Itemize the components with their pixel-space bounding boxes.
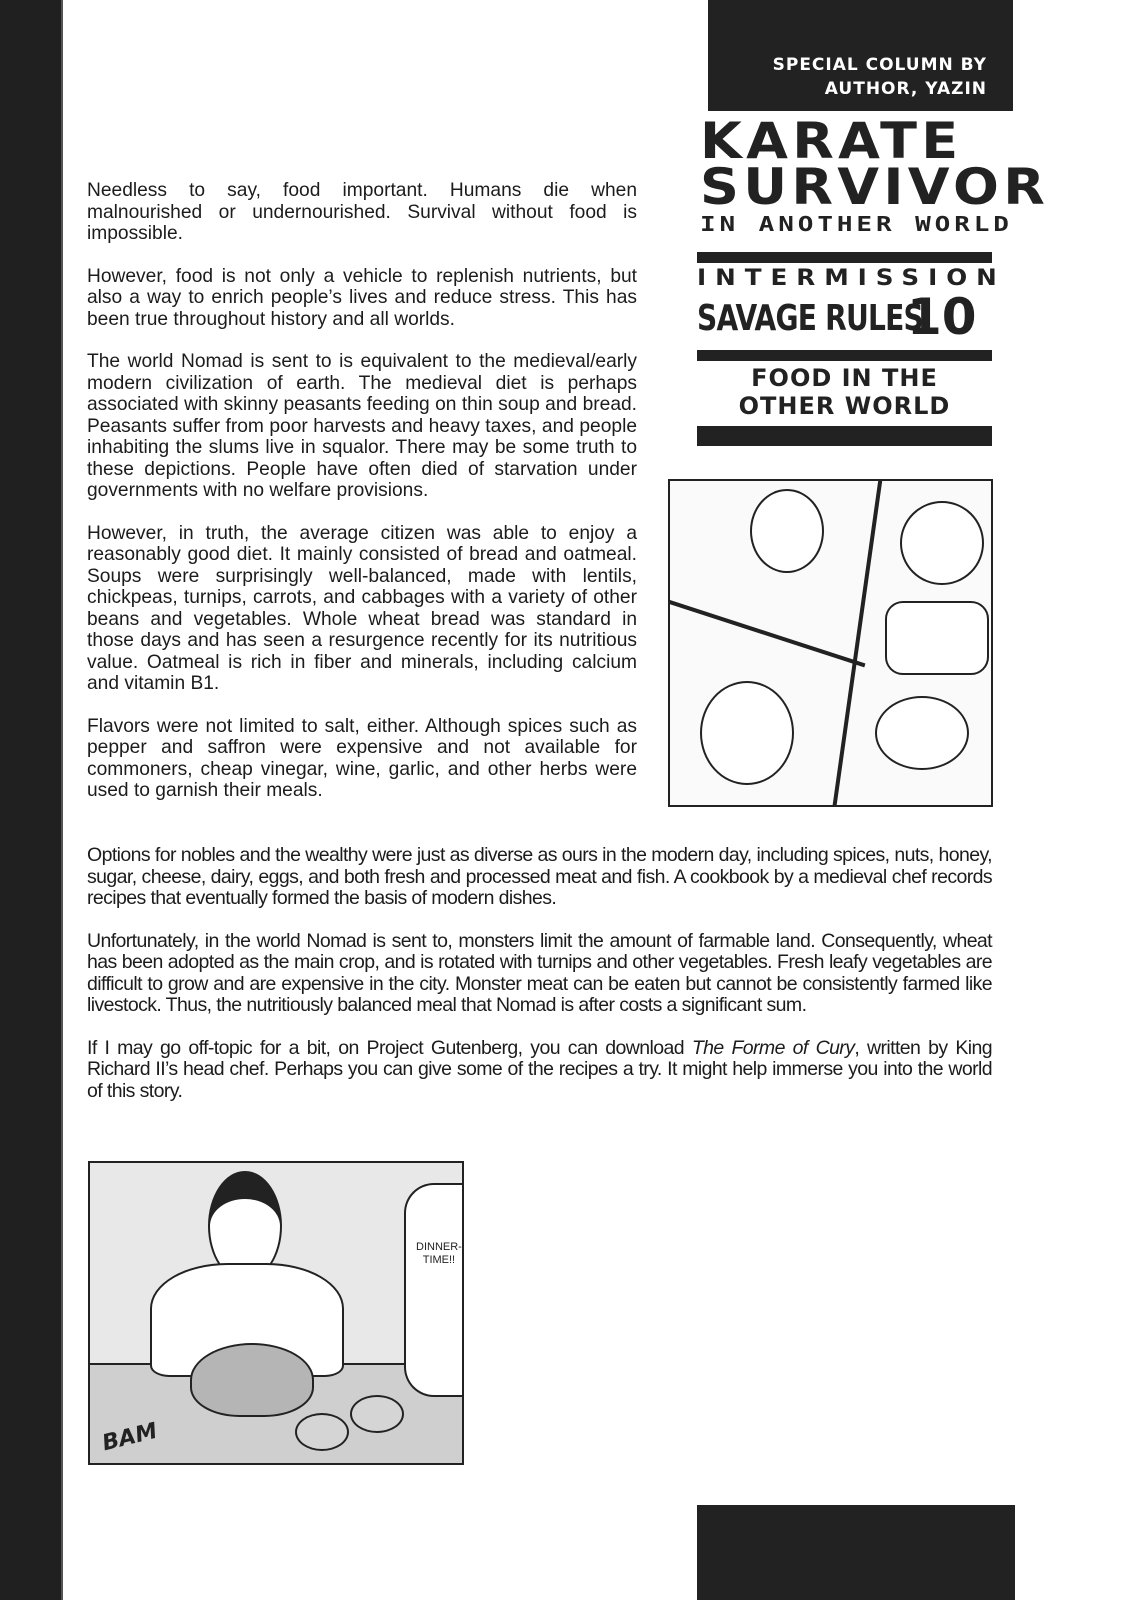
chapter-title	[697, 364, 992, 420]
column-credit-block	[708, 0, 1013, 111]
bowl	[350, 1395, 404, 1433]
series-logo	[700, 112, 1050, 238]
logo-line-3: IN ANOTHER WORLD	[700, 212, 1013, 236]
sound-effect: BAM	[99, 1418, 160, 1457]
panel-gutter	[831, 479, 884, 807]
logo-line-2: SURVIVOR	[700, 158, 1050, 216]
text-run: If I may go off-topic for a bit, on Project Gutenberg, you can download	[87, 1036, 692, 1059]
divider-rule	[697, 252, 992, 263]
chapter-title-line-1: FOOD IN THE	[751, 364, 938, 392]
footer-bar	[697, 1505, 1015, 1600]
section-label: INTERMISSION	[697, 266, 1006, 291]
article-wide	[87, 845, 992, 1123]
manga-panel-dinner-time	[88, 1161, 464, 1465]
logo-line-1: KARATE	[700, 112, 963, 170]
credit-line-2: AUTHOR, YAZIN	[824, 79, 987, 99]
divider-rule	[697, 350, 992, 361]
manga-panel-eating-characters	[668, 479, 993, 807]
paragraph: Unfortunately, in the world Nomad is sent to, monsters limit the amount of farmable land. Consequently, wheat has been adopted as the main crop, and is rotated with turnips and other vegetables. Fresh leafy vegetables are difficult to grow and are expensive in the city. Monster meat can be eaten but cannot be consistently farmed like livestock. Thus, the nutritiously balanced meal that Nomad is after costs a significant sum.	[87, 929, 992, 1016]
soup-bowl	[900, 501, 984, 585]
paragraph: However, in truth, the average citizen was able to enjoy a reasonably good diet. It mainly consisted of bread and oatmeal. Soups were surprisingly well-balanced, made with lentils, chickpeas, turnips, carrots, and cabbages with a variety of other beans and vegetables. Whole wheat bread was standard in those days and has seen a resurgence recently for its nutritious value. Oatmeal is rich in fiber and minerals, including calcium and vitamin B1.	[87, 522, 637, 694]
character-head	[700, 681, 794, 785]
left-page-margin-bar	[0, 0, 63, 1600]
speech-line-2: TIME!!	[422, 1254, 456, 1266]
paragraph: Needless to say, food important. Humans die when malnourished or undernourished. Survival without food is impossible.	[87, 180, 637, 244]
panel-gutter	[668, 599, 865, 668]
series-label: SAVAGE RULES	[697, 298, 923, 339]
paragraph-gutenberg	[87, 1038, 992, 1103]
paragraph: Options for nobles and the wealthy were just as diverse as ours in the modern day, including spices, nuts, honey, sugar, cheese, dairy, eggs, and both fresh and processed meat and fish. A cookbook by a medieval chef records recipes that eventually formed the basis of modern dishes.	[87, 844, 992, 909]
book-title: The Forme of Cury	[691, 1036, 855, 1059]
speech-text	[416, 1241, 462, 1267]
chapter-title-line-2: OTHER WORLD	[738, 392, 951, 420]
bowl	[295, 1413, 349, 1451]
bread-plate	[875, 696, 969, 770]
paragraph: Flavors were not limited to salt, either. Although spices such as pepper and saffron were expensive and not available for commoners, cheap vinegar, wine, garlic, and other herbs were used to garnish their meals.	[87, 715, 637, 801]
speech-line-1: DINNER-	[416, 1241, 462, 1253]
bean-dish	[885, 601, 989, 675]
character-head	[750, 489, 824, 573]
paragraph: The world Nomad is sent to is equivalent to the medieval/early modern civilization of earth. The medieval diet is perhaps associated with skinny peasants feeding on thin soup and bread. Peasants suffer from poor harvests and heavy taxes, and people inhabiting the slums live in squalor. There may be some truth to these depictions. People have often died of starvation under governments with no welfare provisions.	[87, 351, 637, 501]
chapter-number: 10	[907, 288, 977, 346]
paragraph: However, food is not only a vehicle to replenish nutrients, but also a way to enrich people’s lives and reduce stress. This has been true throughout history and all worlds.	[87, 265, 637, 330]
credit-line-1: SPECIAL COLUMN BY	[772, 55, 987, 75]
roast-meat	[190, 1343, 314, 1417]
column-credit	[773, 53, 987, 101]
divider-bar	[697, 426, 992, 446]
article-column	[87, 180, 637, 823]
speech-bubble	[404, 1183, 464, 1397]
text-run: , written by King Richard II’s head chef. Perhaps you can give some of the recipes a try. It might help immerse you into the world of this story.	[87, 1036, 992, 1102]
chapter-heading	[697, 288, 987, 346]
